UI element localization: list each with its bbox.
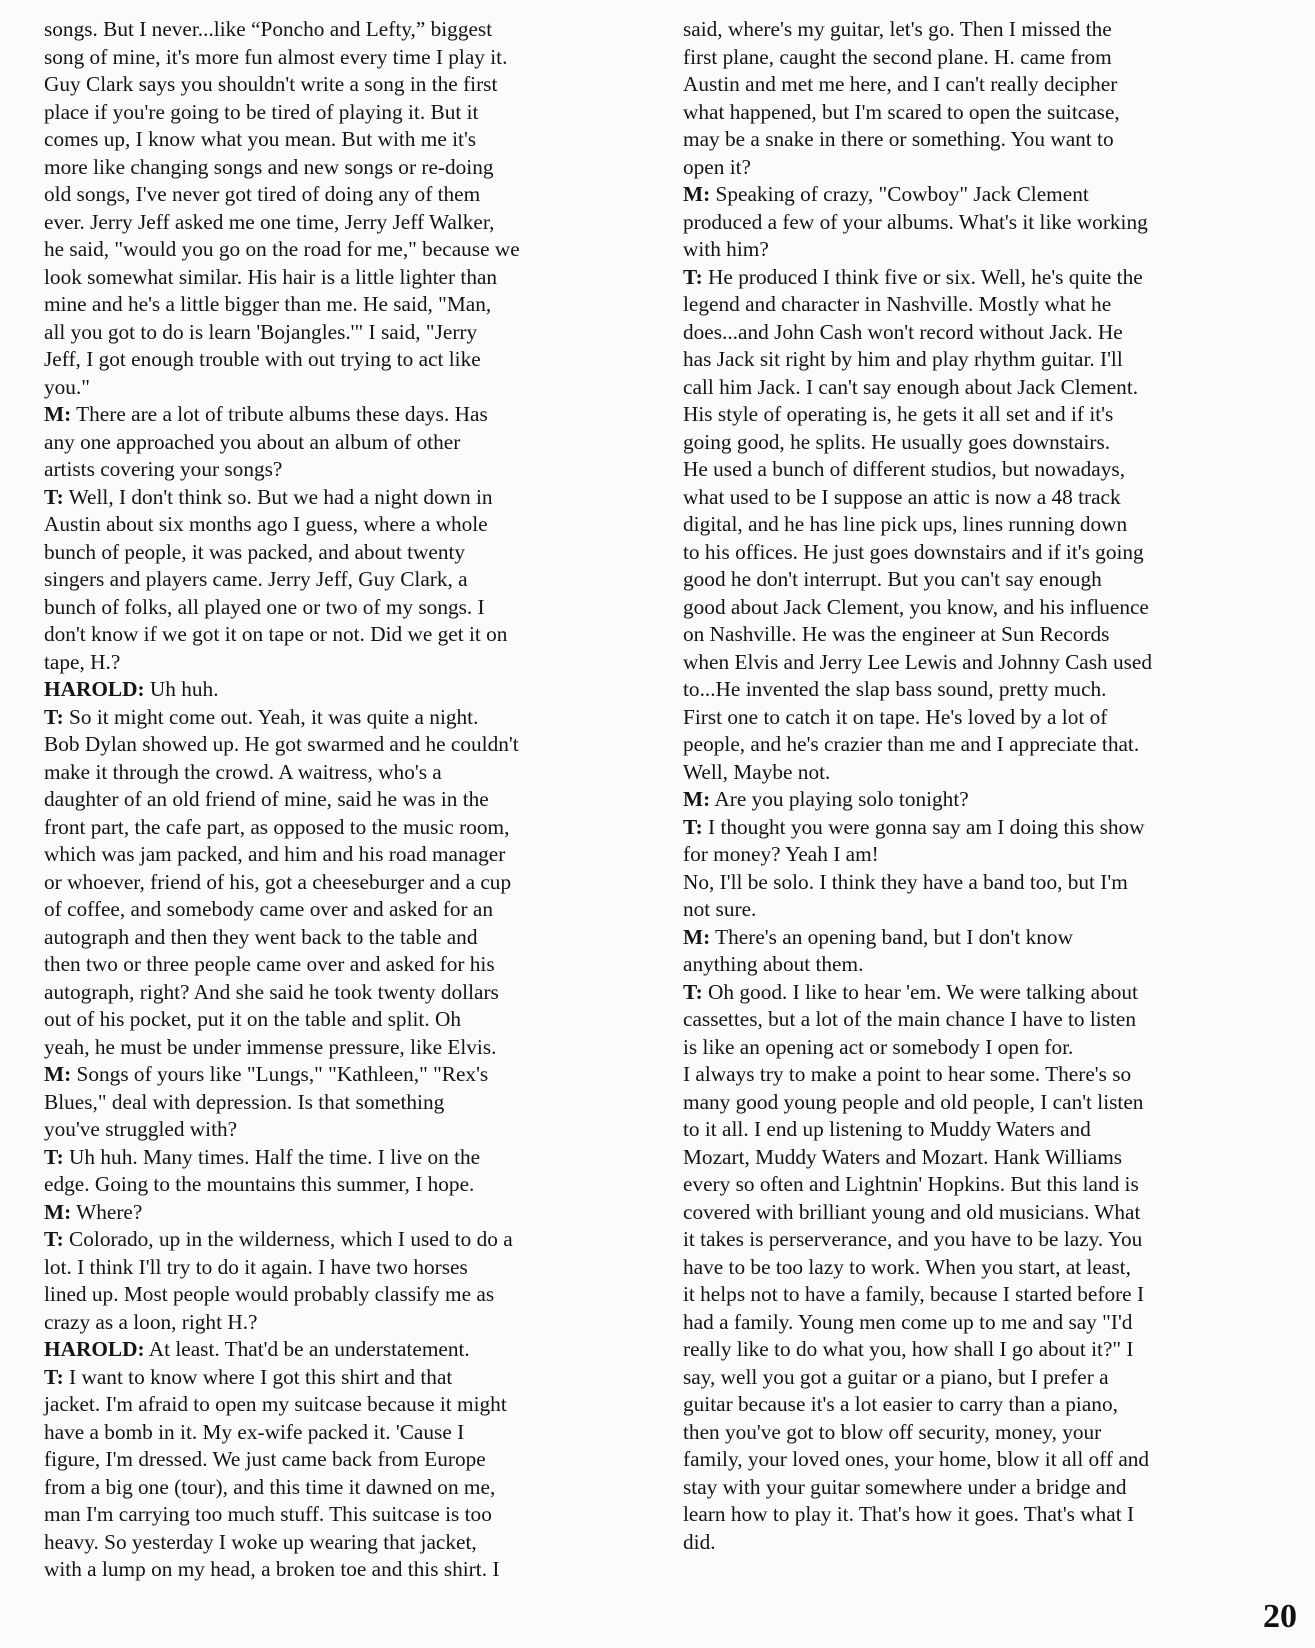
text-line	[44, 1006, 628, 1034]
line-text: Blues," deal with depression. Is that something	[44, 1089, 445, 1114]
text-line	[683, 291, 1265, 319]
text-line	[44, 814, 628, 842]
text-line	[44, 209, 628, 237]
line-text: Bob Dylan showed up. He got swarmed and he couldn't	[44, 732, 519, 756]
line-text: people, and he's crazier than me and I appreciate that.	[683, 732, 1140, 756]
line-text: have to be too lazy to work. When you start, at least,	[683, 1254, 1131, 1279]
line-text: First one to catch it on tape. He's loved by a lot of	[683, 704, 1108, 729]
speaker-label: T:	[44, 1364, 64, 1389]
text-line	[44, 1281, 628, 1309]
line-text: crazy as a loon, right H.?	[44, 1309, 258, 1334]
line-text: may be a snake in there or something. You want to	[683, 127, 1114, 151]
line-text: on Nashville. He was the engineer at Sun Records	[683, 622, 1110, 646]
line-text: digital, and he has line pick ups, lines running down	[683, 512, 1128, 536]
line-text: good he don't interrupt. But you can't say enough	[683, 567, 1102, 591]
text-line	[44, 1061, 628, 1089]
text-line	[683, 704, 1265, 732]
text-line	[683, 869, 1265, 897]
text-line	[44, 291, 628, 319]
line-text: did.	[683, 1529, 716, 1554]
line-text: Austin about six months ago I guess, where a whole	[44, 512, 488, 536]
line-text: So it might come out. Yeah, it was quite a night.	[63, 704, 479, 729]
text-line	[44, 1529, 628, 1557]
text-line	[44, 1171, 628, 1199]
speaker-label: T:	[44, 704, 64, 729]
text-line	[683, 1419, 1265, 1447]
speaker-label: M:	[683, 924, 711, 949]
line-text: stay with your guitar somewhere under a bridge and	[683, 1474, 1127, 1499]
line-text: No, I'll be solo. I think they have a band too, but I'm	[683, 869, 1128, 894]
line-text: with him?	[683, 237, 769, 261]
text-line	[44, 1501, 628, 1529]
line-text: to his offices. He just goes downstairs and if it's going	[683, 539, 1144, 564]
text-line	[683, 1144, 1265, 1172]
text-line	[683, 731, 1265, 759]
text-line	[44, 1144, 628, 1172]
text-line	[683, 209, 1265, 237]
text-line	[683, 1529, 1265, 1557]
text-line	[683, 126, 1265, 154]
speaker-label: T:	[683, 264, 703, 289]
speaker-label: HAROLD:	[44, 1337, 145, 1361]
line-text: anything about them.	[683, 952, 864, 976]
text-line	[683, 621, 1265, 649]
text-line	[683, 676, 1265, 704]
text-line	[44, 869, 628, 897]
text-line	[44, 99, 628, 127]
text-line	[44, 649, 628, 677]
line-text: to...He invented the slap bass sound, pretty much.	[683, 677, 1107, 701]
line-text: heavy. So yesterday I woke up wearing that jacket,	[44, 1529, 477, 1554]
text-line	[683, 1364, 1265, 1392]
line-text: ever. Jerry Jeff asked me one time, Jerry Jeff Walker,	[44, 209, 495, 234]
text-line	[683, 566, 1265, 594]
line-text: There are a lot of tribute albums these days. Has	[71, 402, 488, 426]
line-text: front part, the cafe part, as opposed to the music room,	[44, 814, 510, 839]
text-line	[44, 1474, 628, 1502]
line-text: Colorado, up in the wilderness, which I used to do a	[63, 1227, 513, 1251]
line-text: artists covering your songs?	[44, 457, 283, 481]
line-text: is like an opening act or somebody I open for.	[683, 1034, 1074, 1059]
text-line	[683, 1199, 1265, 1227]
line-text: has Jack sit right by him and play rhythm guitar. I'll	[683, 347, 1123, 371]
text-line	[44, 594, 628, 622]
text-line	[683, 1034, 1265, 1062]
text-line	[683, 484, 1265, 512]
line-text: he said, "would you go on the road for me," because we	[44, 237, 520, 261]
text-line	[44, 1034, 628, 1062]
line-text: yeah, he must be under immense pressure, like Elvis.	[44, 1034, 497, 1059]
line-text: place if you're going to be tired of playing it. But it	[44, 99, 479, 124]
text-line	[44, 1199, 628, 1227]
text-line	[44, 896, 628, 924]
text-line	[44, 951, 628, 979]
line-text: make it through the crowd. A waitress, who's a	[44, 759, 442, 784]
line-text: out of his pocket, put it on the table and split. Oh	[44, 1007, 462, 1031]
text-line	[44, 1364, 628, 1392]
line-text: Well, I don't think so. But we had a night down in	[63, 484, 493, 509]
line-text: Oh good. I like to hear 'em. We were talking about	[702, 979, 1138, 1004]
text-line	[683, 319, 1265, 347]
text-line	[44, 16, 628, 44]
text-line	[683, 99, 1265, 127]
text-line	[44, 154, 628, 182]
text-line	[683, 1336, 1265, 1364]
speaker-label: M:	[44, 1199, 72, 1224]
text-line	[44, 1254, 628, 1282]
line-text: it takes is perserverance, and you have to be lazy. You	[683, 1227, 1143, 1251]
text-line	[683, 1061, 1265, 1089]
text-line	[44, 71, 628, 99]
speaker-label: T:	[683, 979, 703, 1004]
line-text: Guy Clark says you shouldn't write a song in the first	[44, 72, 498, 96]
line-text: Songs of yours like "Lungs," "Kathleen," "Rex's	[71, 1062, 489, 1086]
speaker-label: HAROLD:	[44, 677, 145, 701]
line-text: which was jam packed, and him and his road manager	[44, 842, 506, 866]
text-line	[683, 649, 1265, 677]
text-line	[44, 1089, 628, 1117]
text-line	[44, 621, 628, 649]
speaker-label: T:	[44, 1227, 64, 1251]
line-text: song of mine, it's more fun almost every time I play it.	[44, 44, 508, 69]
line-text: then you've got to blow off security, money, your	[683, 1419, 1102, 1444]
text-line	[44, 319, 628, 347]
line-text: for money? Yeah I am!	[683, 842, 879, 866]
speaker-label: T:	[683, 814, 703, 839]
text-line	[44, 511, 628, 539]
text-line	[683, 429, 1265, 457]
line-text: bunch of people, it was packed, and about twenty	[44, 539, 466, 564]
line-text: all you got to do is learn 'Bojangles.'" I said, "Jerry	[44, 319, 478, 344]
line-text: jacket. I'm afraid to open my suitcase because it might	[44, 1392, 507, 1416]
line-text: family, your loved ones, your home, blow it all off and	[683, 1447, 1150, 1471]
text-line	[683, 814, 1265, 842]
page-number: 20	[1263, 1598, 1297, 1635]
text-line	[44, 676, 628, 704]
text-line	[44, 126, 628, 154]
text-line	[683, 16, 1265, 44]
text-line	[44, 759, 628, 787]
line-text: of coffee, and somebody came over and asked for an	[44, 897, 494, 921]
line-text: I thought you were gonna say am I doing this show	[702, 814, 1145, 839]
text-line	[44, 1116, 628, 1144]
line-text: said, where's my guitar, let's go. Then I missed the	[683, 17, 1112, 41]
speaker-label: M:	[683, 182, 711, 206]
line-text: Well, Maybe not.	[683, 759, 831, 784]
right-column	[683, 16, 1265, 1556]
line-text: Uh huh.	[144, 677, 219, 701]
line-text: lined up. Most people would probably classify me as	[44, 1282, 495, 1306]
text-line	[683, 71, 1265, 99]
line-text: Speaking of crazy, "Cowboy" Jack Clement	[710, 182, 1089, 206]
line-text: songs. But I never...like “Poncho and Lefty,” biggest	[44, 17, 493, 41]
text-line	[683, 264, 1265, 292]
text-line	[683, 154, 1265, 182]
text-line	[44, 841, 628, 869]
speaker-label: T:	[44, 484, 64, 509]
line-text: had a family. Young men come up to me and say "I'd	[683, 1309, 1133, 1334]
line-text: legend and character in Nashville. Mostly what he	[683, 292, 1112, 316]
text-line	[683, 1309, 1265, 1337]
text-line	[683, 401, 1265, 429]
line-text: Jeff, I got enough trouble with out trying to act like	[44, 347, 481, 371]
text-line	[44, 429, 628, 457]
line-text: produced a few of your albums. What's it like working	[683, 209, 1148, 234]
text-line	[44, 264, 628, 292]
text-line	[44, 181, 628, 209]
line-text: learn how to play it. That's how it goes. That's what I	[683, 1502, 1135, 1526]
line-text: old songs, I've never got tired of doing any of them	[44, 182, 481, 206]
speaker-label: T:	[44, 1144, 64, 1169]
text-line	[44, 484, 628, 512]
text-line	[683, 511, 1265, 539]
text-line	[683, 896, 1265, 924]
text-line	[683, 456, 1265, 484]
text-line	[44, 979, 628, 1007]
text-line	[683, 1254, 1265, 1282]
line-text: open it?	[683, 154, 752, 179]
line-text: from a big one (tour), and this time it dawned on me,	[44, 1474, 496, 1499]
text-line	[683, 1474, 1265, 1502]
line-text: singers and players came. Jerry Jeff, Guy Clark, a	[44, 567, 468, 591]
line-text: many good young people and old people, I can't listen	[683, 1089, 1144, 1114]
line-text: any one approached you about an album of other	[44, 429, 461, 454]
line-text: don't know if we got it on tape or not. Did we get it on	[44, 622, 508, 646]
text-line	[683, 1391, 1265, 1419]
text-line	[683, 1116, 1265, 1144]
text-line	[683, 1281, 1265, 1309]
line-text: every so often and Lightnin' Hopkins. But this land is	[683, 1172, 1139, 1196]
line-text: Mozart, Muddy Waters and Mozart. Hank Williams	[683, 1144, 1123, 1169]
text-line	[683, 924, 1265, 952]
text-line	[44, 924, 628, 952]
text-line	[683, 979, 1265, 1007]
text-line	[44, 731, 628, 759]
line-text: with a lump on my head, a broken toe and this shirt. I	[44, 1557, 500, 1581]
line-text: not sure.	[683, 897, 757, 921]
line-text: bunch of folks, all played one or two of my songs. I	[44, 594, 485, 619]
line-text: mine and he's a little bigger than me. He said, "Man,	[44, 292, 492, 316]
text-line	[44, 401, 628, 429]
text-line	[44, 539, 628, 567]
text-line	[683, 44, 1265, 72]
text-line	[44, 374, 628, 402]
line-text: look somewhat similar. His hair is a little lighter than	[44, 264, 498, 289]
speaker-label: M:	[44, 402, 72, 426]
line-text: when Elvis and Jerry Lee Lewis and Johnny Cash used	[683, 649, 1153, 674]
text-line	[683, 841, 1265, 869]
line-text: going good, he splits. He usually goes downstairs.	[683, 429, 1111, 454]
text-line	[683, 786, 1265, 814]
line-text: what happened, but I'm scared to open the suitcase,	[683, 99, 1120, 124]
text-line	[44, 1446, 628, 1474]
line-text: what used to be I suppose an attic is now a 48 track	[683, 484, 1121, 509]
line-text: say, well you got a guitar or a piano, but I prefer a	[683, 1364, 1109, 1389]
text-line	[44, 704, 628, 732]
line-text: it helps not to have a family, because I started before I	[683, 1282, 1145, 1306]
text-line	[683, 1446, 1265, 1474]
line-text: I want to know where I got this shirt and that	[63, 1364, 453, 1389]
line-text: more like changing songs and new songs or re-doing	[44, 154, 494, 179]
line-text: comes up, I know what you mean. But with me it's	[44, 127, 477, 151]
text-line	[683, 1089, 1265, 1117]
line-text: you've struggled with?	[44, 1117, 238, 1141]
line-text: or whoever, friend of his, got a cheeseburger and a cup	[44, 869, 512, 894]
line-text: I always try to make a point to hear some. There's so	[683, 1062, 1132, 1086]
line-text: Are you playing solo tonight?	[710, 787, 969, 811]
text-line	[683, 346, 1265, 374]
line-text: have a bomb in it. My ex-wife packed it. 'Cause I	[44, 1419, 465, 1444]
line-text: Uh huh. Many times. Half the time. I live on the	[63, 1144, 481, 1169]
line-text: lot. I think I'll try to do it again. I have two horses	[44, 1254, 468, 1279]
text-line	[44, 1309, 628, 1337]
text-line	[683, 594, 1265, 622]
line-text: daughter of an old friend of mine, said he was in the	[44, 787, 489, 811]
line-text: edge. Going to the mountains this summer, I hope.	[44, 1172, 475, 1196]
line-text: There's an opening band, but I don't know	[710, 924, 1073, 949]
text-line	[683, 374, 1265, 402]
text-line	[44, 44, 628, 72]
line-text: good about Jack Clement, you know, and his influence	[683, 594, 1149, 619]
text-line	[44, 1419, 628, 1447]
line-text: man I'm carrying too much stuff. This suitcase is too	[44, 1502, 492, 1526]
line-text: guitar because it's a lot easier to carry than a piano,	[683, 1392, 1118, 1416]
text-line	[44, 786, 628, 814]
line-text: autograph and then they went back to the table and	[44, 924, 478, 949]
text-line	[683, 1501, 1265, 1529]
line-text: first plane, caught the second plane. H. came from	[683, 44, 1112, 69]
line-text: Where?	[71, 1199, 143, 1224]
line-text: you."	[44, 374, 90, 399]
line-text: covered with brilliant young and old musicians. What	[683, 1199, 1141, 1224]
text-line	[683, 759, 1265, 787]
text-line	[683, 1171, 1265, 1199]
line-text: He produced I think five or six. Well, he's quite the	[702, 264, 1143, 289]
text-line	[44, 1226, 628, 1254]
line-text: to it all. I end up listening to Muddy Waters and	[683, 1117, 1091, 1141]
line-text: then two or three people came over and asked for his	[44, 952, 495, 976]
speaker-label: M:	[44, 1062, 72, 1086]
line-text: His style of operating is, he gets it all set and if it's	[683, 402, 1114, 426]
text-line	[44, 236, 628, 264]
text-line	[683, 539, 1265, 567]
text-line	[44, 1556, 628, 1584]
line-text: does...and John Cash won't record without Jack. He	[683, 319, 1123, 344]
line-text: At least. That'd be an understatement.	[144, 1337, 470, 1361]
text-line	[44, 1336, 628, 1364]
text-line	[44, 1391, 628, 1419]
text-line	[683, 181, 1265, 209]
text-line	[44, 346, 628, 374]
line-text: tape, H.?	[44, 649, 121, 674]
text-line	[44, 456, 628, 484]
line-text: autograph, right? And she said he took twenty dollars	[44, 979, 499, 1004]
text-line	[683, 236, 1265, 264]
text-line	[683, 1006, 1265, 1034]
line-text: call him Jack. I can't say enough about Jack Clement.	[683, 374, 1139, 399]
line-text: really like to do what you, how shall I go about it?" I	[683, 1337, 1134, 1361]
text-line	[683, 951, 1265, 979]
left-column	[44, 16, 628, 1584]
speaker-label: M:	[683, 787, 711, 811]
line-text: Austin and met me here, and I can't really decipher	[683, 72, 1118, 96]
line-text: He used a bunch of different studios, but nowadays,	[683, 457, 1126, 481]
text-line	[44, 566, 628, 594]
line-text: cassettes, but a lot of the main chance I have to listen	[683, 1007, 1136, 1031]
line-text: figure, I'm dressed. We just came back from Europe	[44, 1447, 486, 1471]
text-line	[683, 1226, 1265, 1254]
